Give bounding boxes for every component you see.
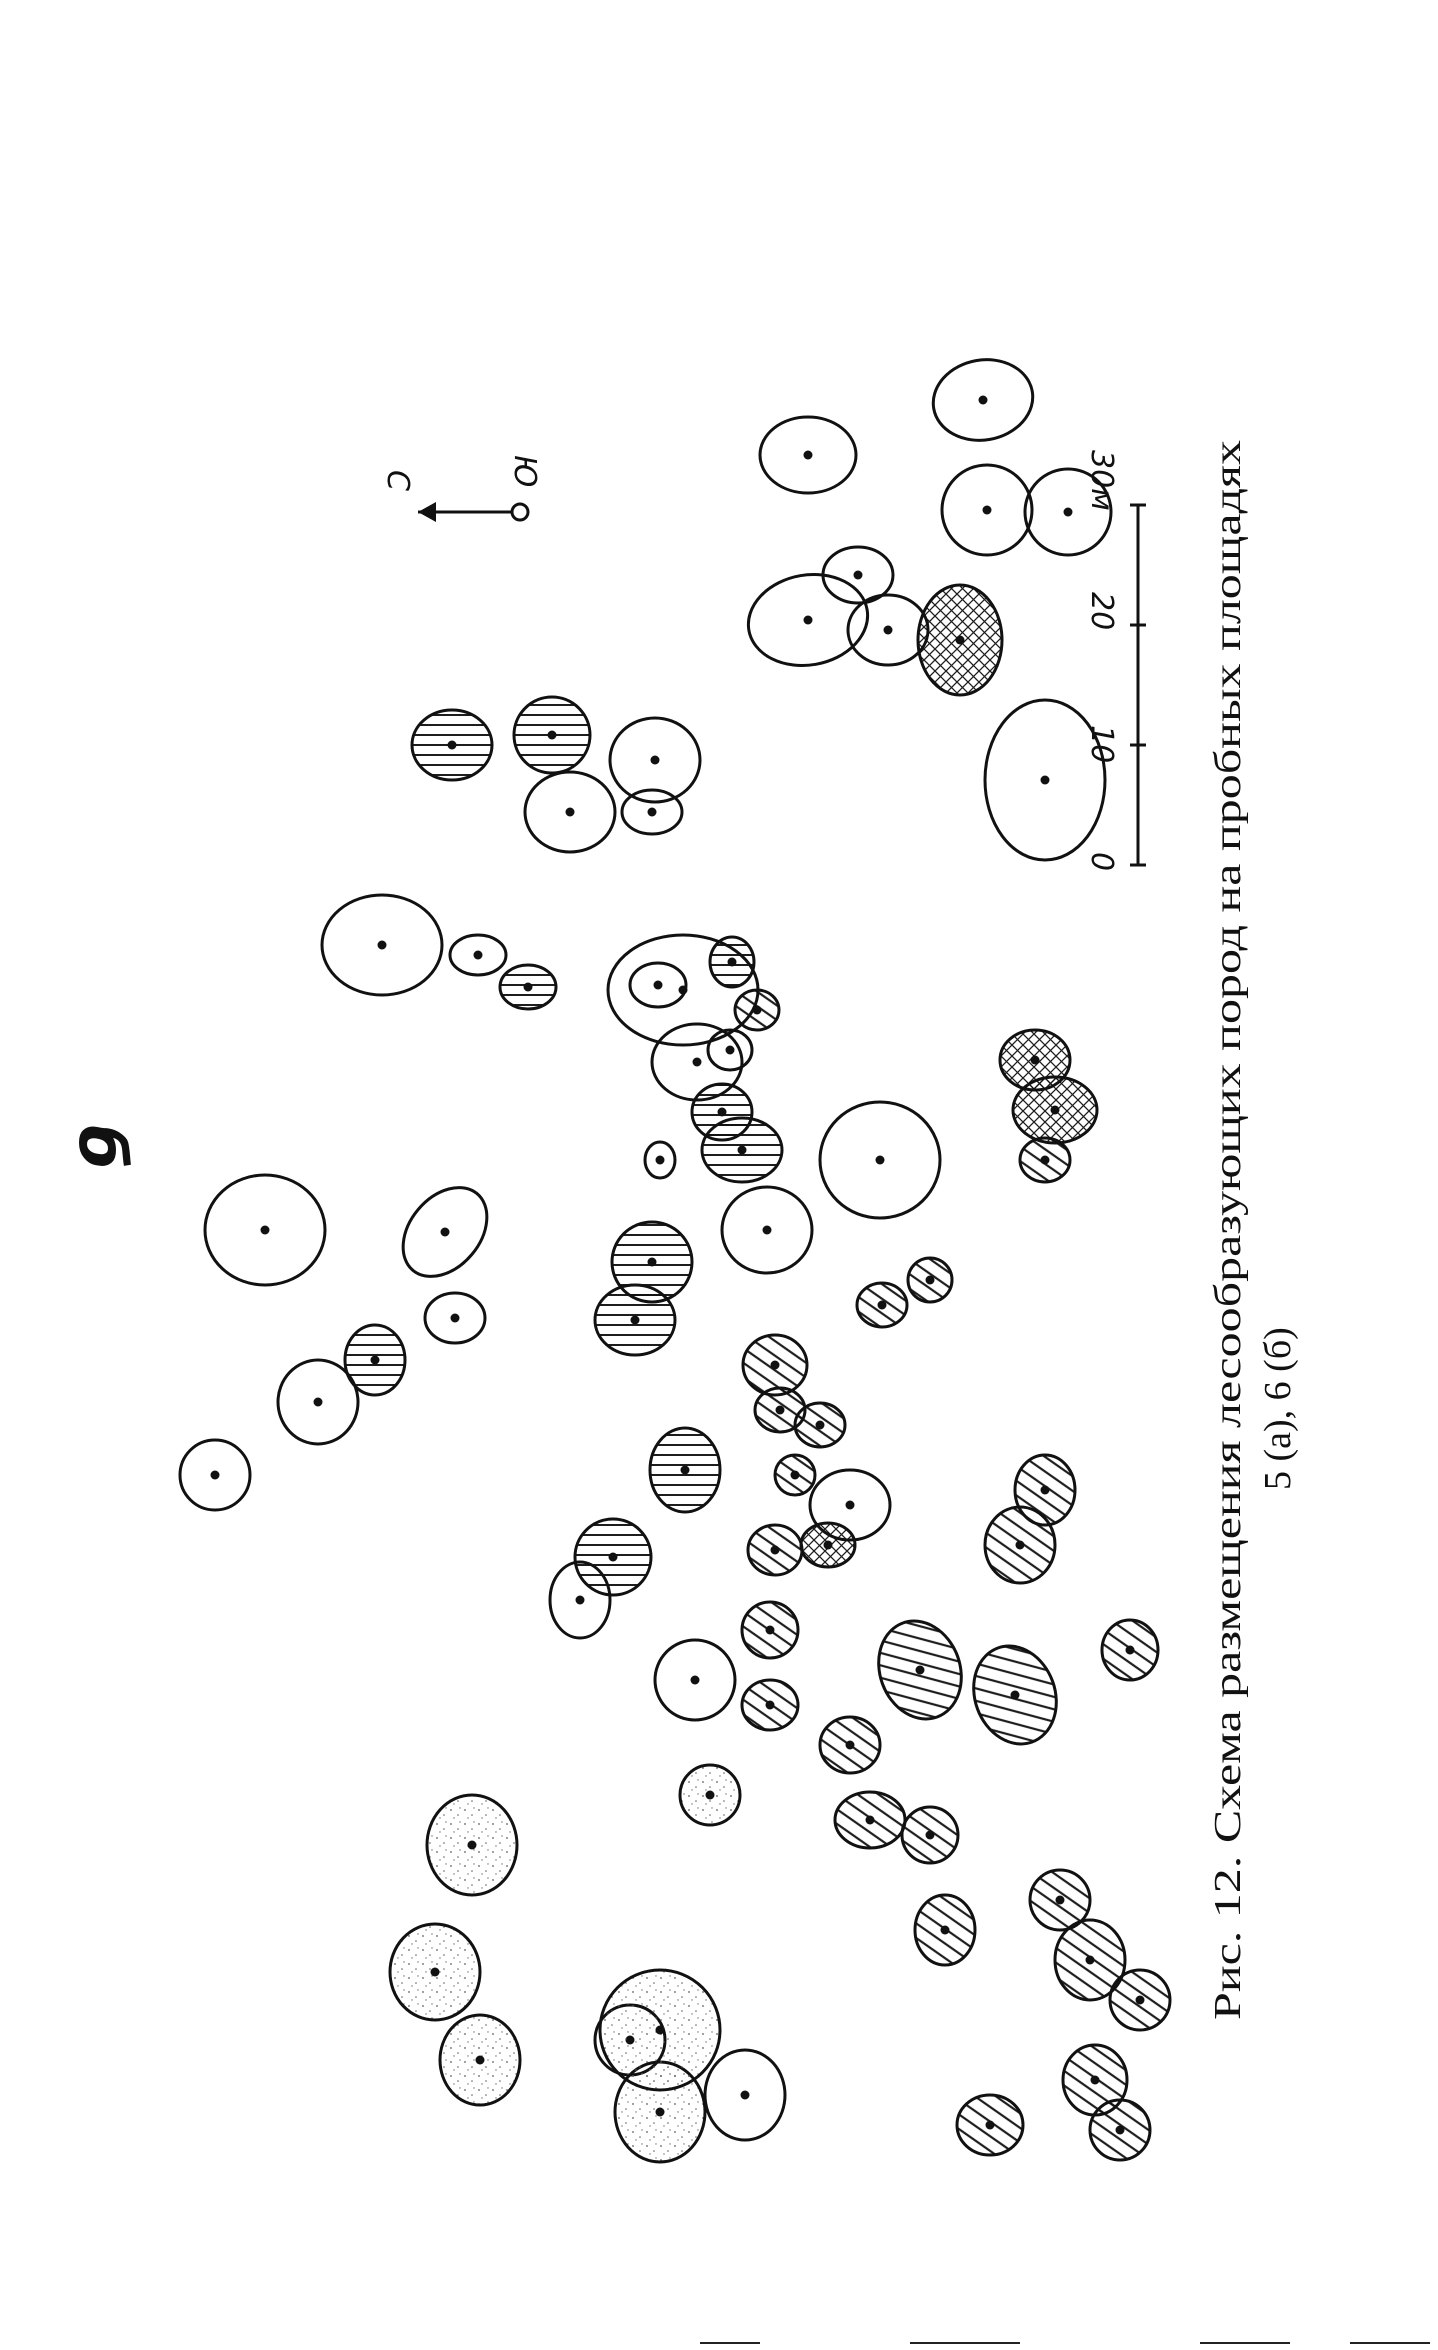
trunk-point	[771, 1361, 780, 1370]
trunk-point	[1016, 1541, 1025, 1550]
trunk-point	[468, 1841, 477, 1850]
trunk-point	[766, 1626, 775, 1635]
trunk-point	[926, 1831, 935, 1840]
trunk-point	[771, 1546, 780, 1555]
trunk-point	[681, 1466, 690, 1475]
scale-tick-0: 0	[1084, 852, 1119, 872]
trunk-point	[1041, 1156, 1050, 1165]
trunk-point	[766, 1701, 775, 1710]
trunk-point	[474, 951, 483, 960]
trunk-point	[941, 1926, 950, 1935]
trunk-point	[776, 1406, 785, 1415]
south-label: Ю	[507, 455, 542, 488]
trunk-point	[576, 1596, 585, 1605]
trunk-point	[314, 1398, 323, 1407]
caption-line-2: 5 (а), 6 (б)	[1257, 1327, 1299, 1490]
trunk-point	[371, 1356, 380, 1365]
trunk-point	[986, 2121, 995, 2130]
trunk-point	[451, 1314, 460, 1323]
trunk-point	[791, 1471, 800, 1480]
trunk-point	[1056, 1896, 1065, 1905]
trunk-point	[1126, 1646, 1135, 1655]
trunk-point	[448, 741, 457, 750]
trunk-point	[441, 1228, 450, 1237]
trunk-point	[804, 451, 813, 460]
trunk-point	[956, 636, 965, 645]
trunk-point	[1041, 776, 1050, 785]
trunk-point	[979, 396, 988, 405]
scale-tick-20: 20	[1084, 592, 1119, 631]
trunk-point	[691, 1676, 700, 1685]
trunk-point	[656, 1156, 665, 1165]
trunk-point	[816, 1421, 825, 1430]
trunk-point	[804, 616, 813, 625]
trunk-point	[656, 2026, 665, 2035]
trunk-point	[1064, 508, 1073, 517]
trunk-point	[566, 808, 575, 817]
trunk-point	[926, 1276, 935, 1285]
trunk-point	[741, 2091, 750, 2100]
trunk-point	[656, 2108, 665, 2117]
trunk-point	[1031, 1056, 1040, 1065]
trunk-point	[211, 1471, 220, 1480]
north-arrow	[380, 455, 542, 522]
trunk-point	[548, 731, 557, 740]
trunk-point	[1136, 1996, 1145, 2005]
trunk-point	[693, 1058, 702, 1067]
trunk-point	[753, 1006, 762, 1015]
trunk-point	[983, 506, 992, 515]
trunk-point	[738, 1146, 747, 1155]
trunk-point	[654, 981, 663, 990]
trunk-point	[854, 571, 863, 580]
trunk-point	[824, 1541, 833, 1550]
trunk-point	[878, 1301, 887, 1310]
scale-tick-10: 10	[1084, 725, 1119, 764]
trunk-point	[1091, 2076, 1100, 2085]
trunk-point	[524, 983, 533, 992]
panel-label: б	[64, 1125, 138, 1170]
trunk-point	[718, 1108, 727, 1117]
trunk-point	[631, 1316, 640, 1325]
trunk-point	[866, 1816, 875, 1825]
trunk-point	[261, 1226, 270, 1235]
trunk-point	[431, 1968, 440, 1977]
north-label: С	[380, 470, 415, 491]
trunk-point	[846, 1741, 855, 1750]
scale-tick-30: 30м	[1084, 450, 1119, 511]
trunk-point	[916, 1666, 925, 1675]
trunk-point	[1041, 1486, 1050, 1495]
trunk-point	[763, 1226, 772, 1235]
trunk-point	[378, 941, 387, 950]
trunk-point	[884, 626, 893, 635]
trunk-point	[1086, 1956, 1095, 1965]
trunk-point	[1011, 1691, 1020, 1700]
trunk-point	[876, 1156, 885, 1165]
trunk-point	[476, 2056, 485, 2065]
trunk-point	[1116, 2126, 1125, 2135]
trunk-point	[648, 808, 657, 817]
trunk-point	[1051, 1106, 1060, 1115]
trunk-point	[609, 1553, 618, 1562]
trunk-point	[728, 958, 737, 967]
trunk-point	[648, 1258, 657, 1267]
trunk-point	[706, 1791, 715, 1800]
crown-map	[180, 352, 1170, 2162]
caption-line-1: Рис. 12. Схема размещения лесообразующих пород на пробных площадях	[1207, 819, 1249, 2020]
trunk-point	[846, 1501, 855, 1510]
trunk-point	[651, 756, 660, 765]
